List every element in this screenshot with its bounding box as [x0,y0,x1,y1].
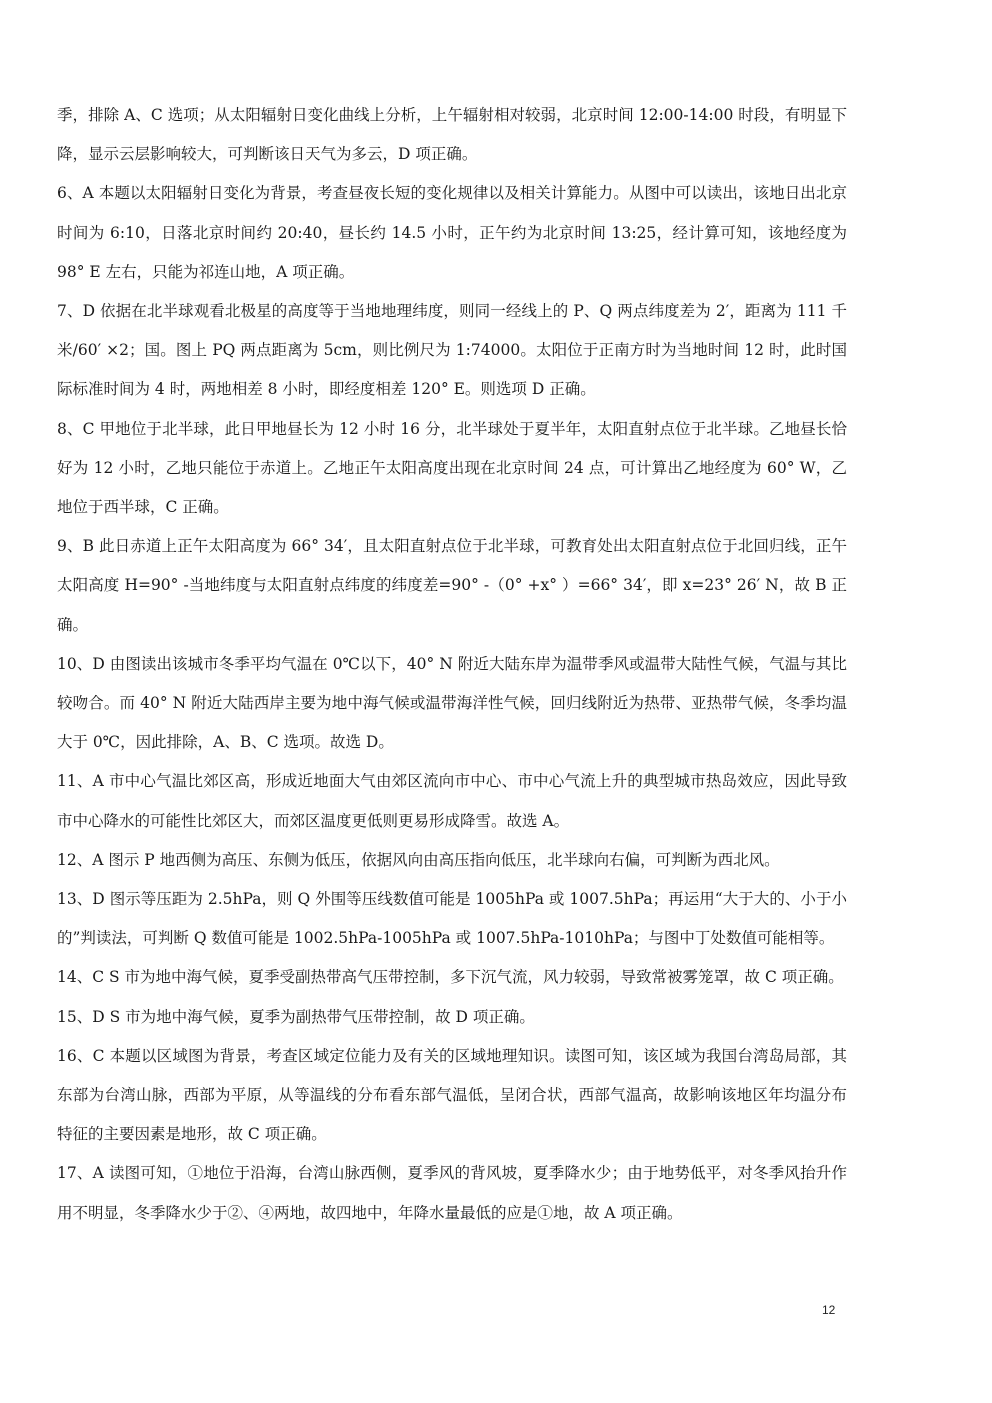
answer-13: 13、D 图示等压距为 2.5hPa，则 Q 外围等压线数值可能是 1005hPa 或 1007.5hPa；再运用“大于大的、小于小的”判读法，可判断 Q 数值可能是 1002.5hPa-1005hPa 或 1007.5hPa-1010hPa；与图中丁处数值可能相等。 [57,890,847,948]
answer-9: 9、B 此日赤道上正午太阳高度为 66° 34′，且太阳直射点位于北半球，可教育处出太阳直射点位于北回归线，正午太阳高度 H=90° -当地纬度与太阳直射点纬度的纬度差=90° -（0° +x° ）=66° 34′，即 x=23° 26′ N，故 B 正确。 [57,537,847,634]
answer-10: 10、D 由图读出该城市冬季平均气温在 0℃以下，40° N 附近大陆东岸为温带季风或温带大陆性气候，气温与其比较吻合。而 40° N 附近大陆西岸主要为地中海气候或温带海洋性气候，回归线附近为热带、亚热带气候，冬季均温大于 0℃，因此排除，A、B、C 选项。故选 D。 [57,654,847,752]
answer-8: 8、C 甲地位于北半球，此日甲地昼长为 12 小时 16 分，北半球处于夏半年，太阳直射点位于北半球。乙地昼长恰好为 12 小时，乙地只能位于赤道上。乙地正午太阳高度出现在北京时间 24 点，可计算出乙地经度为 60° W，乙地位于西半球，C 正确。 [57,419,847,517]
answer-explanations [57,96,847,1233]
answer-6: 6、A 本题以太阳辐射日变化为背景，考查昼夜长短的变化规律以及相关计算能力。从图中可以读出，该地日出北京时间为 6:10，日落北京时间约 20:40，昼长约 14.5 小时，正午约为北京时间 13:25，经计算可知，该地经度为 98° E 左右，只能为祁连山地，A 项正确。 [57,184,847,281]
answer-17: 17、A 读图可知，①地位于沿海，台湾山脉西侧，夏季风的背风坡，夏季降水少；由于地势低平，对冬季风抬升作用不明显，冬季降水少于②、④两地，故四地中，年降水量最低的应是①地，故 A 项正确。 [57,1164,847,1222]
page-number: 12 [822,1303,836,1317]
answer-14: 14、C S 市为地中海气候，夏季受副热带高气压带控制，多下沉气流，风力较弱，导致常被雾笼罩，故 C 项正确。 [57,968,844,987]
answer-11: 11、A 市中心气温比郊区高，形成近地面大气由郊区流向市中心、市中心气流上升的典型城市热岛效应，因此导致市中心降水的可能性比郊区大，而郊区温度更低则更易形成降雪。故选 A。 [57,772,847,830]
answer-7: 7、D 依据在北半球观看北极星的高度等于当地地理纬度，则同一经线上的 P、Q 两点纬度差为 2′，距离为 111 千米/60′ ×2；国。图上 PQ 两点距离为 5cm，则比例尺为 1:74000。太阳位于正南方时为当地时间 12 时，此时国际标准时间为 4 时，两地相差 8 小时，即经度相差 120° E。则选项 D 正确。 [57,302,847,399]
answer-16: 16、C 本题以区域图为背景，考查区域定位能力及有关的区域地理知识。读图可知，该区域为我国台湾岛局部，其东部为台湾山脉，西部为平原，从等温线的分布看东部气温低，呈闭合状，西部气温高，故影响该地区年均温分布特征的主要因素是地形，故 C 项正确。 [57,1046,847,1144]
paragraph-continuation: 季，排除 A、C 选项；从太阳辐射日变化曲线上分析，上午辐射相对较弱，北京时间 12:00-14:00 时段，有明显下降，显示云层影响较大，可判断该日天气为多云，D 项正确。 [57,106,847,164]
answer-12: 12、A 图示 P 地西侧为高压、东侧为低压，依据风向由高压指向低压，北半球向右偏，可判断为西北风。 [57,850,780,869]
answer-15: 15、D S 市为地中海气候，夏季为副热带气压带控制，故 D 项正确。 [57,1007,535,1026]
